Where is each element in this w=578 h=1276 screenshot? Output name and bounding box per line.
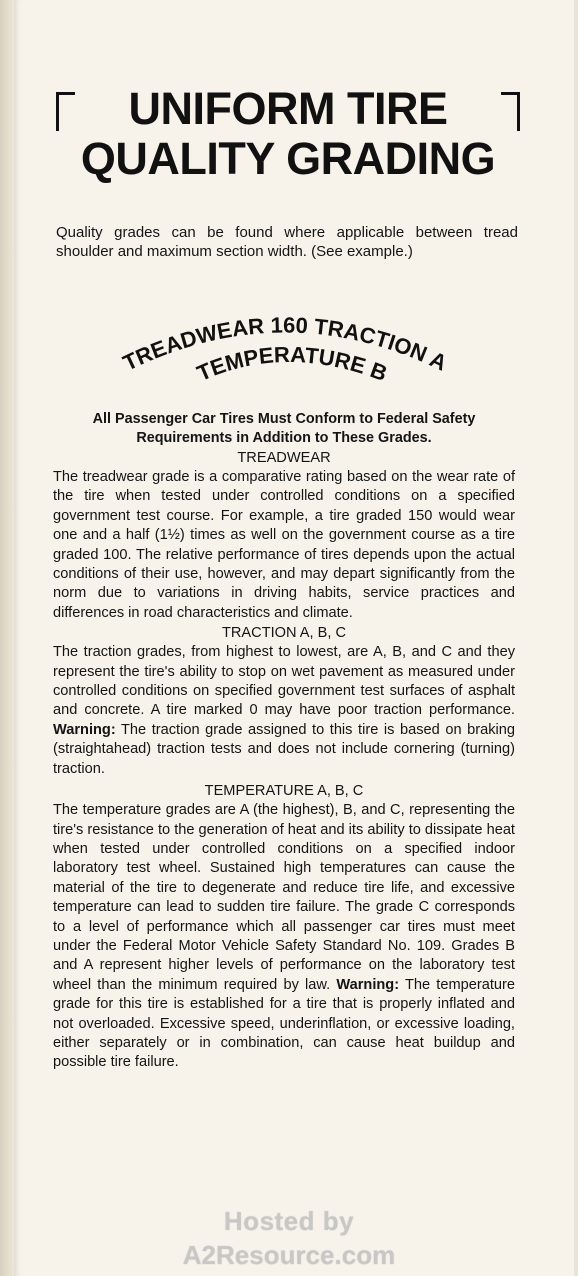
title-line-1 bbox=[52, 84, 524, 134]
title-line-1-text: UNIFORM TIRE bbox=[128, 83, 448, 134]
title-line-2: QUALITY GRADING bbox=[80, 133, 496, 184]
traction-heading: TRACTION A, B, C bbox=[221, 625, 347, 642]
temperature-text-after: The temperature grade for this tire is established for a tire that is properly inflated and not overloaded. Excessive speed, underinflation, or excessive loading, either separately or in combination, can cause heat buildup and possible tire failure. bbox=[53, 976, 515, 1071]
traction-paragraph bbox=[53, 643, 515, 779]
temperature-paragraph bbox=[53, 801, 515, 1073]
conform-statement: All Passenger Car Tires Must Conform to Federal Safety Requirements in Addition to These Grades. bbox=[92, 411, 476, 446]
bracket-left-icon bbox=[56, 92, 75, 131]
grading-body bbox=[53, 410, 515, 1073]
treadwear-heading: TREADWEAR bbox=[237, 450, 331, 466]
example-line-2-path: TEMPERATURE B bbox=[193, 341, 391, 387]
traction-text-before: The traction grades, from highest to lowest, are A, B, and C and they represent the tire's ability to stop on wet pavement as measured under controlled conditions on specified government test surfaces of asphalt and concrete. A tire marked 0 may have poor traction performance. bbox=[53, 644, 515, 719]
intro-paragraph: Quality grades can be found where applicable between tread shoulder and maximum section width. (See example.) bbox=[56, 224, 518, 260]
temperature-text-before: The temperature grades are A (the highest), B, and C, representing the tire's resistance to the generation of heat and its ability to dissipate heat when tested under controlled conditions on a specified indoor laboratory test wheel. Sustained high temperatures can cause the material of the tire to degenerate and reduce tire life, and excessive temperature can lead to sudden tire failure. The grade C corresponds to a level of performance which all passenger car tires must meet under the Federal Motor Vehicle Safety Standard No. 109. Grades B and A represent higher levels of performance on the laboratory test wheel than the minimum required by law. bbox=[53, 802, 515, 993]
example-line-1-path: TREADWEAR 160 TRACTION A bbox=[120, 312, 450, 376]
example-arc-graphic bbox=[120, 290, 450, 390]
tire-sidewall-example bbox=[120, 290, 450, 390]
page-left-edge bbox=[0, 0, 14, 1276]
traction-warning-label: Warning: bbox=[53, 721, 116, 738]
traction-text-after: The traction grade assigned to this tire is based on braking (straightahead) traction tests and does not include cornering (turning) traction. bbox=[53, 721, 515, 777]
bracket-right-icon bbox=[501, 92, 520, 131]
treadwear-paragraph: The treadwear grade is a comparative rating based on the wear rate of the tire when tested under controlled conditions on a specified government test course. For example, a tire graded 150 would wear one and a half (1½) times as well on the government course as a tire graded 100. The relative performance of tires depends upon the actual conditions of their use, however, and may depart significantly from the norm due to variations in driving habits, service practices and differences in road characteristics and climate. bbox=[53, 469, 515, 621]
example-line-2 bbox=[193, 342, 390, 386]
temperature-heading: TEMPERATURE A, B, C bbox=[204, 783, 364, 800]
temperature-warning-label: Warning: bbox=[336, 976, 400, 993]
watermark-hosted-by: Hosted by bbox=[223, 1206, 355, 1236]
watermark-site: A2Resource.com bbox=[182, 1240, 396, 1270]
page-title bbox=[52, 84, 524, 184]
